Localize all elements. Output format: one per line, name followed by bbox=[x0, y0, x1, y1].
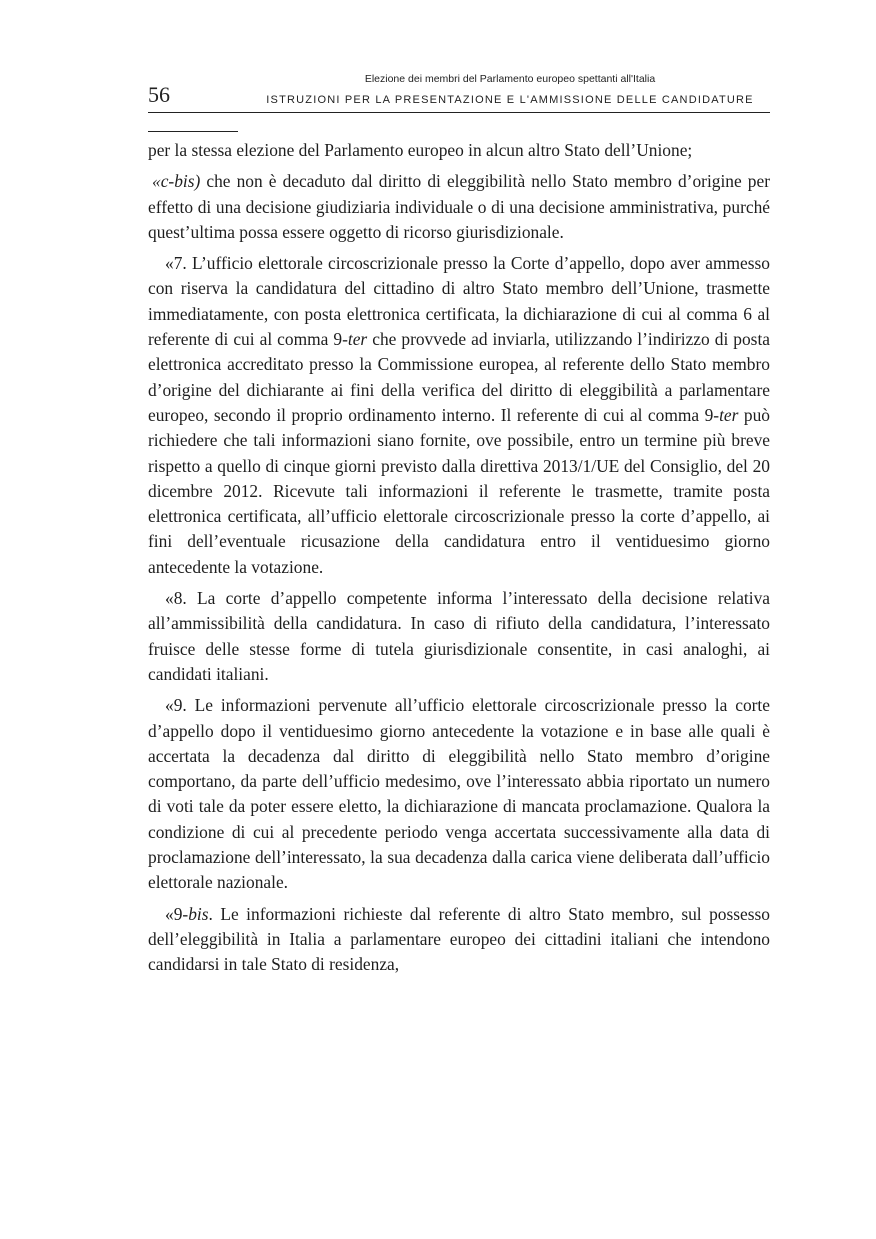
paragraph-text: per la stessa elezione del Parlamento europeo in alcun altro Stato dell’Unione; bbox=[148, 140, 693, 160]
paragraph-prefix: « bbox=[152, 171, 161, 192]
paragraph-comma-7 bbox=[148, 251, 770, 580]
short-rule bbox=[148, 131, 238, 132]
body-text bbox=[148, 138, 770, 984]
paragraph-comma-9 bbox=[148, 693, 770, 895]
running-title-book: Elezione dei membri del Parlamento europeo spettanti all'Italia bbox=[364, 73, 656, 85]
paragraph-italic-ter-2: ter bbox=[719, 404, 739, 425]
paragraph-text-part3: può richiedere che tali informazioni siano fornite, ove possibile, entro un termine più breve rispetto a quello di cinque giorni previsto dalla direttiva 2013/1/UE del Consiglio, del 20 dicembre 2012. Ricevute tali informazioni il referente le trasmette, tramite posta elettronica certificata, all’ufficio elettorale circoscrizionale presso la corte d’appello, ai fini dell’eventuale ricusazione della candidatura entro il ventiduesimo giorno antecedente la votazione. bbox=[148, 404, 770, 577]
paragraph-continuation bbox=[148, 138, 770, 163]
paragraph-label: bis bbox=[188, 903, 209, 924]
paragraph-italic-ter-1: ter bbox=[347, 329, 368, 350]
paragraph-text-part2: che provvede ad inviarla, utilizzando l’indirizzo di posta elettronica accreditato presso la Commissione europea, al referente dello Stato membro d’origine del dichiarante ai fini della verifica del diritto di eleggibilità a parlamentare europeo, secondo il proprio ordinamento interno. Il referente di cui al comma 9- bbox=[148, 329, 770, 425]
paragraph-text: «9. Le informazioni pervenute all’ufficio elettorale circoscrizionale presso la corte d’appello dopo il ventiduesimo giorno antecedente la votazione e in base alle quali è accertata la decadenza dal diritto di eleggibilità nello Stato membro d’origine comportano, da parte dell’ufficio medesimo, ove l’interessato abbia riportato un numero di voti tale da poter essere eletto, la dichiarazione di mancata proclamazione. Qualora la condizione di cui al precedente periodo venga accertata successivamente alla data di proclamazione dell’interessato, la sua decadenza dalla carica viene deliberata dall’ufficio elettorale nazionale. bbox=[148, 695, 770, 893]
header-rule bbox=[148, 112, 770, 113]
page-number: 56 bbox=[148, 82, 170, 107]
paragraph-text: che non è decaduto dal diritto di eleggibilità nello Stato membro d’origine per effetto di una decisione giudiziaria individuale o di una decisione amministrativa, purché quest’ultima possa essere oggetto di ricorso giurisdizionale. bbox=[148, 171, 770, 242]
paragraph-prefix: «9- bbox=[165, 903, 189, 924]
paragraph-comma-9-bis bbox=[148, 902, 770, 978]
paragraph-text-part1: «7. L’ufficio elettorale circoscrizionale presso la Corte d’appello, dopo aver ammesso con riserva la candidatura del cittadino di altro Stato membro dell’Unione, trasmette immediatamente, con posta elettronica certificata, la dichiarazione di cui al comma 6 al referente di cui al comma 9- bbox=[148, 253, 770, 350]
paragraph-comma-8 bbox=[148, 586, 770, 687]
running-header bbox=[250, 72, 770, 108]
running-title-section: ISTRUZIONI PER LA PRESENTAZIONE E L'AMMISSIONE DELLE CANDIDATURE bbox=[266, 94, 754, 106]
paragraph-text: «8. La corte d’appello competente informa l’interessato della decisione relativa all’ammissibilità della candidatura. In caso di rifiuto della candidatura, l’interessato fruisce delle stesse forme di tutela giurisdizionale consentite, in casi analoghi, ai candidati italiani. bbox=[148, 588, 770, 684]
paragraph-label: c-bis) bbox=[160, 171, 201, 192]
paragraph-c-bis bbox=[148, 169, 770, 245]
paragraph-text: . Le informazioni richieste dal referente di altro Stato membro, sul possesso dell’eleggibilità in Italia a parlamentare europeo dei cittadini italiani che intendono candidarsi in tale Stato di residenza, bbox=[148, 903, 770, 975]
